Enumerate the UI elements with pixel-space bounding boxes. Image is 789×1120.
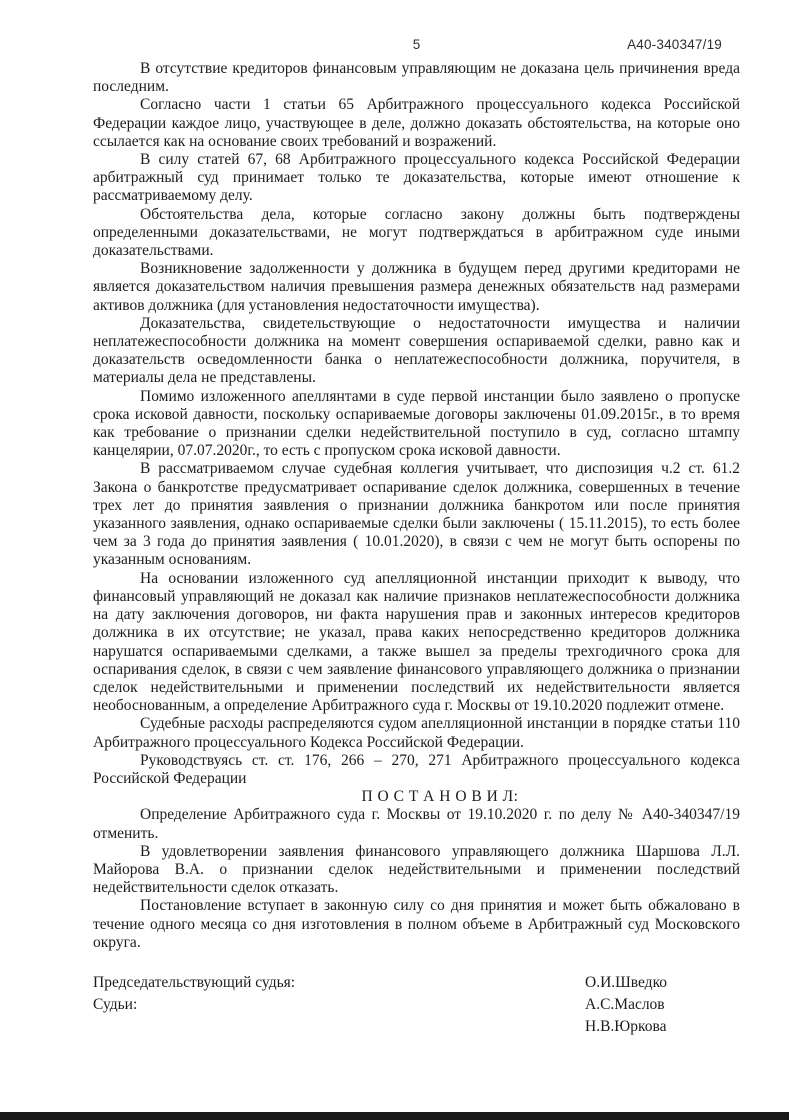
signature-row [93,1016,740,1038]
body-paragraph: Возникновение задолженности у должника в будущем перед другими кредиторами не является доказательством наличия превышения размера денежных обязательств над размерами активов должника (для установления недостаточности имущества). [93,260,740,314]
presiding-judge-name: О.И.Шведко [585,973,668,991]
resolution-heading: П О С Т А Н О В И Л: [361,788,519,806]
body-paragraph: Обстоятельства дела, которые согласно закону должны быть подтверждены определенными доказательствами, не могут подтверждаться в арбитражном суде иными доказательствами. [93,205,740,260]
case-number: А40-340347/19 [627,37,722,52]
resolution-paragraph: В удовлетворении заявления финансового управляющего должника Шаршова Л.Л. Майорова В.А. о признании сделок недействительными и применении последствий недействительности сделок отказать. [93,842,740,897]
resolution-paragraph: Определение Арбитражного суда г. Москвы от 19.10.2020 г. по делу № А40-340347/19 отменить. [93,806,740,842]
judge-name: Н.В.Юркова [585,1017,667,1035]
body-paragraph: В отсутствие кредиторов финансовым управляющим не доказана цель причинения вреда последним. [93,60,740,96]
body-paragraph: Судебные расходы распределяются судом апелляционной инстанции в порядке статьи 110 Арбитражного процессуального Кодекса Российской Федерации. [93,715,740,751]
body-paragraph: Помимо изложенного апеллянтами в суде первой инстанции было заявлено о пропуске срока исковой давности, поскольку оспариваемые договоры заключены 01.09.2015г., в то время как требование о признании сделки недействительной поступило в суд, согласно штампу канцелярии, 07.07.2020г., то есть с пропуском срока исковой давности. [93,387,740,460]
signature-row [93,994,740,1016]
signature-row [93,972,740,994]
body-paragraph: В силу статей 67, 68 Арбитражного процессуального кодекса Российской Федерации арбитражный суд принимает только те доказательства, которые имеют отношение к рассматриваемому делу. [93,151,740,205]
empty-label [93,1016,585,1038]
body-paragraph: Согласно части 1 статьи 65 Арбитражного процессуального кодекса Российской Федерации каждое лицо, участвующее в деле, должно доказать обстоятельства, на которые оно ссылается как на основание своих требований и возражений. [93,96,740,150]
presiding-judge-label: Председательствующий судья: [93,973,296,991]
document-body [93,60,740,1038]
judges-label: Судьи: [93,995,138,1013]
body-paragraph: Руководствуясь ст. ст. 176, 266 – 270, 271 Арбитражного процессуального кодекса Российской Федерации [93,751,740,787]
body-paragraph: Доказательства, свидетельствующие о недостаточности имущества и наличии неплатежеспособности должника на момент совершения оспариваемой сделки, равно как и доказательств осведомленности банка о неплатежеспособности должника, поручителя, в материалы дела не представлены. [93,314,740,387]
resolution-paragraph: Постановление вступает в законную силу со дня принятия и может быть обжаловано в течение одного месяца со дня изготовления в полном объеме в Арбитражный суд Московского округа. [93,897,740,951]
page-header [93,37,740,55]
judge-name: А.С.Маслов [585,995,665,1013]
signature-block [93,972,740,1038]
body-paragraph: В рассматриваемом случае судебная коллегия учитывает, что диспозиция ч.2 ст. 61.2 Закона о банкротстве предусматривает оспаривание сделок должника, совершенных в течение трех лет до принятия заявления о признании должника банкротом или после принятия указанного заявления, однако оспариваемые сделки были заключены ( 15.11.2015), то есть более чем за 3 года до принятия заявления ( 10.01.2020), в связи с чем не могут быть оспорены по указанным основаниям. [93,460,740,569]
page-number: 5 [412,37,421,52]
scan-edge-bar [0,1112,789,1120]
body-paragraph: На основании изложенного суд апелляционной инстанции приходит к выводу, что финансовый управляющий не доказал как наличие признаков неплатежеспособности должника на дату заключения договоров, ни факта нарушения прав и законных интересов кредиторов должника в их отсутствие; не указал, права каких непосредственно кредиторов должника нарушатся оспариваемыми сделками, а также вышел за пределы трехгодичного срока для оспаривания сделок, в связи с чем заявление финансового управляющего должника о признании сделок недействительными и применении последствий их недействительности является необоснованным, а определение Арбитражного суда г. Москвы от 19.10.2020 подлежит отмене. [93,569,740,715]
